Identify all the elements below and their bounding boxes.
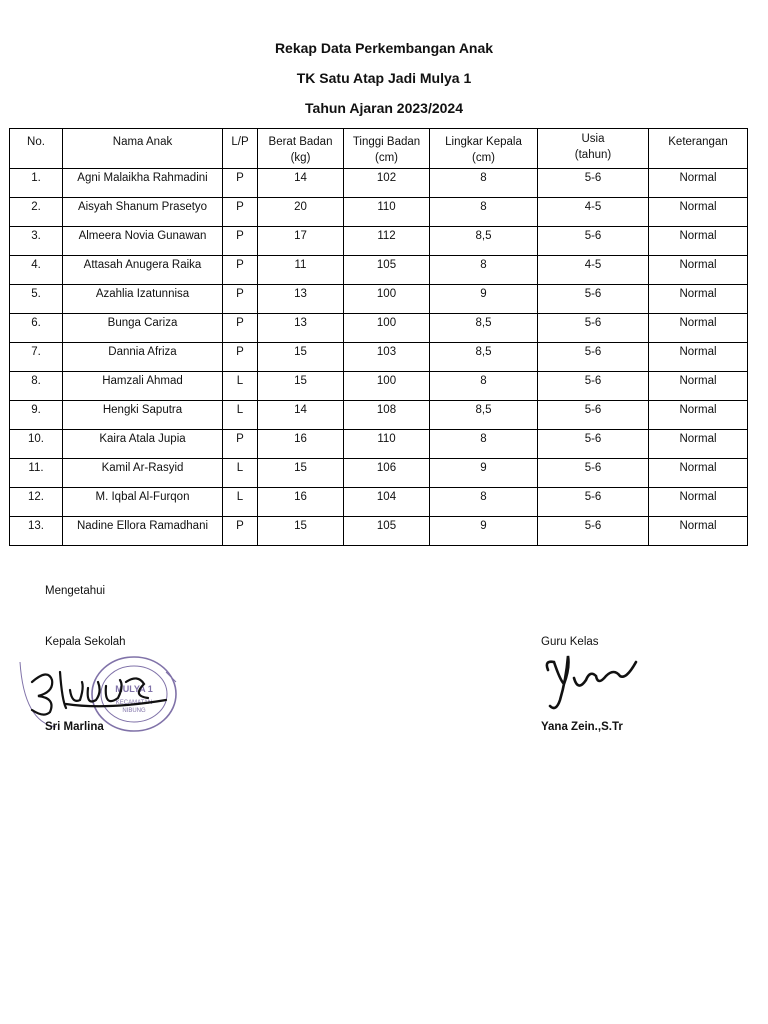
- cell-berat: 15: [258, 459, 344, 488]
- cell-no: 13.: [10, 517, 63, 546]
- table-row: [10, 372, 748, 401]
- document-title: Rekap Data Perkembangan Anak: [274, 40, 494, 56]
- academic-year: Tahun Ajaran 2023/2024: [305, 100, 463, 116]
- cell-berat: 20: [258, 198, 344, 227]
- school-name: TK Satu Atap Jadi Mulya 1: [296, 70, 472, 86]
- cell-no: 4.: [10, 256, 63, 285]
- cell-lp: P: [223, 343, 258, 372]
- cell-ket: Normal: [649, 285, 748, 314]
- cell-nama: Kaira Atala Jupia: [63, 430, 223, 459]
- cell-lingkar: 8: [430, 372, 538, 401]
- cell-usia: 5-6: [538, 401, 649, 430]
- table-row: [10, 488, 748, 517]
- cell-ket: Normal: [649, 459, 748, 488]
- cell-tinggi: 103: [344, 343, 430, 372]
- cell-no: 8.: [10, 372, 63, 401]
- cell-tinggi: 105: [344, 256, 430, 285]
- cell-lp: P: [223, 198, 258, 227]
- col-header-lp: L/P: [223, 129, 258, 169]
- cell-berat: 11: [258, 256, 344, 285]
- cell-lp: P: [223, 227, 258, 256]
- cell-lp: P: [223, 169, 258, 198]
- cell-berat: 14: [258, 169, 344, 198]
- cell-tinggi: 112: [344, 227, 430, 256]
- cell-usia: 4-5: [538, 198, 649, 227]
- cell-tinggi: 110: [344, 198, 430, 227]
- cell-berat: 14: [258, 401, 344, 430]
- cell-usia: 5-6: [538, 169, 649, 198]
- cell-usia: 5-6: [538, 459, 649, 488]
- cell-nama: Aisyah Shanum Prasetyo: [63, 198, 223, 227]
- table-row: [10, 430, 748, 459]
- cell-lp: P: [223, 285, 258, 314]
- cell-ket: Normal: [649, 343, 748, 372]
- cell-berat: 13: [258, 314, 344, 343]
- cell-usia: 5-6: [538, 517, 649, 546]
- kepala-signature: [26, 660, 176, 720]
- cell-lingkar: 9: [430, 459, 538, 488]
- cell-usia: 5-6: [538, 343, 649, 372]
- table-row: [10, 227, 748, 256]
- stamp-text-3: NIBUNG: [122, 708, 146, 714]
- cell-lingkar: 8: [430, 169, 538, 198]
- mengetahui-label: Mengetahui: [45, 585, 106, 597]
- cell-no: 1.: [10, 169, 63, 198]
- cell-nama: Attasah Anugera Raika: [63, 256, 223, 285]
- cell-lp: P: [223, 314, 258, 343]
- table-row: [10, 285, 748, 314]
- cell-no: 10.: [10, 430, 63, 459]
- cell-lingkar: 8: [430, 488, 538, 517]
- cell-ket: Normal: [649, 488, 748, 517]
- cell-tinggi: 100: [344, 285, 430, 314]
- data-table: [9, 128, 748, 546]
- table-header-row: [10, 129, 748, 169]
- table-row: [10, 198, 748, 227]
- cell-nama: Hengki Saputra: [63, 401, 223, 430]
- cell-lp: P: [223, 517, 258, 546]
- cell-lingkar: 8,5: [430, 314, 538, 343]
- cell-berat: 17: [258, 227, 344, 256]
- cell-usia: 5-6: [538, 488, 649, 517]
- table-row: [10, 314, 748, 343]
- cell-tinggi: 100: [344, 372, 430, 401]
- col-header-keterangan: Keterangan: [649, 129, 748, 169]
- cell-ket: Normal: [649, 227, 748, 256]
- table-row: [10, 256, 748, 285]
- cell-lp: P: [223, 256, 258, 285]
- cell-lingkar: 8: [430, 430, 538, 459]
- cell-lp: L: [223, 401, 258, 430]
- cell-tinggi: 102: [344, 169, 430, 198]
- cell-lp: L: [223, 459, 258, 488]
- table-row: [10, 343, 748, 372]
- cell-ket: Normal: [649, 169, 748, 198]
- cell-ket: Normal: [649, 372, 748, 401]
- cell-tinggi: 104: [344, 488, 430, 517]
- table-row: [10, 459, 748, 488]
- cell-tinggi: 106: [344, 459, 430, 488]
- cell-usia: 4-5: [538, 256, 649, 285]
- table-row: [10, 169, 748, 198]
- guru-signature: [540, 650, 650, 722]
- cell-no: 12.: [10, 488, 63, 517]
- cell-lingkar: 9: [430, 517, 538, 546]
- cell-lp: P: [223, 430, 258, 459]
- table-row: [10, 401, 748, 430]
- cell-tinggi: 108: [344, 401, 430, 430]
- cell-berat: 16: [258, 488, 344, 517]
- cell-tinggi: 105: [344, 517, 430, 546]
- cell-lingkar: 9: [430, 285, 538, 314]
- cell-nama: Kamil Ar-Rasyid: [63, 459, 223, 488]
- cell-lingkar: 8,5: [430, 343, 538, 372]
- cell-lingkar: 8: [430, 256, 538, 285]
- cell-usia: 5-6: [538, 372, 649, 401]
- table-row: [10, 517, 748, 546]
- col-header-no: No.: [10, 129, 63, 169]
- col-header-usia: Usia (tahun): [538, 129, 649, 169]
- kepala-sekolah-name: Sri Marlina: [45, 721, 104, 733]
- cell-no: 2.: [10, 198, 63, 227]
- col-header-tinggi: Tinggi Badan (cm): [344, 129, 430, 169]
- stamp-text-2: KECAMATAN: [115, 700, 153, 706]
- guru-kelas-label: Guru Kelas: [541, 636, 599, 648]
- cell-ket: Normal: [649, 401, 748, 430]
- cell-lp: L: [223, 488, 258, 517]
- cell-no: 3.: [10, 227, 63, 256]
- cell-berat: 16: [258, 430, 344, 459]
- cell-nama: Hamzali Ahmad: [63, 372, 223, 401]
- cell-no: 9.: [10, 401, 63, 430]
- col-header-nama: Nama Anak: [63, 129, 223, 169]
- col-header-lingkar: Lingkar Kepala (cm): [430, 129, 538, 169]
- cell-ket: Normal: [649, 517, 748, 546]
- cell-nama: Almeera Novia Gunawan: [63, 227, 223, 256]
- cell-berat: 15: [258, 372, 344, 401]
- cell-ket: Normal: [649, 256, 748, 285]
- cell-lingkar: 8: [430, 198, 538, 227]
- guru-kelas-name: Yana Zein.,S.Tr: [541, 721, 623, 733]
- cell-berat: 15: [258, 517, 344, 546]
- cell-usia: 5-6: [538, 314, 649, 343]
- cell-no: 7.: [10, 343, 63, 372]
- cell-lingkar: 8,5: [430, 401, 538, 430]
- cell-nama: M. Iqbal Al-Furqon: [63, 488, 223, 517]
- cell-berat: 15: [258, 343, 344, 372]
- cell-no: 5.: [10, 285, 63, 314]
- cell-lp: L: [223, 372, 258, 401]
- cell-lingkar: 8,5: [430, 227, 538, 256]
- cell-nama: Agni Malaikha Rahmadini: [63, 169, 223, 198]
- cell-no: 11.: [10, 459, 63, 488]
- cell-nama: Bunga Cariza: [63, 314, 223, 343]
- stamp-text-1: MULYA 1: [115, 684, 153, 694]
- cell-ket: Normal: [649, 430, 748, 459]
- cell-ket: Normal: [649, 314, 748, 343]
- cell-usia: 5-6: [538, 430, 649, 459]
- col-header-berat: Berat Badan (kg): [258, 129, 344, 169]
- cell-nama: Nadine Ellora Ramadhani: [63, 517, 223, 546]
- cell-tinggi: 110: [344, 430, 430, 459]
- cell-usia: 5-6: [538, 227, 649, 256]
- kepala-sekolah-label: Kepala Sekolah: [45, 636, 126, 648]
- cell-no: 6.: [10, 314, 63, 343]
- cell-berat: 13: [258, 285, 344, 314]
- cell-usia: 5-6: [538, 285, 649, 314]
- cell-nama: Dannia Afriza: [63, 343, 223, 372]
- cell-ket: Normal: [649, 198, 748, 227]
- cell-tinggi: 100: [344, 314, 430, 343]
- cell-nama: Azahlia Izatunnisa: [63, 285, 223, 314]
